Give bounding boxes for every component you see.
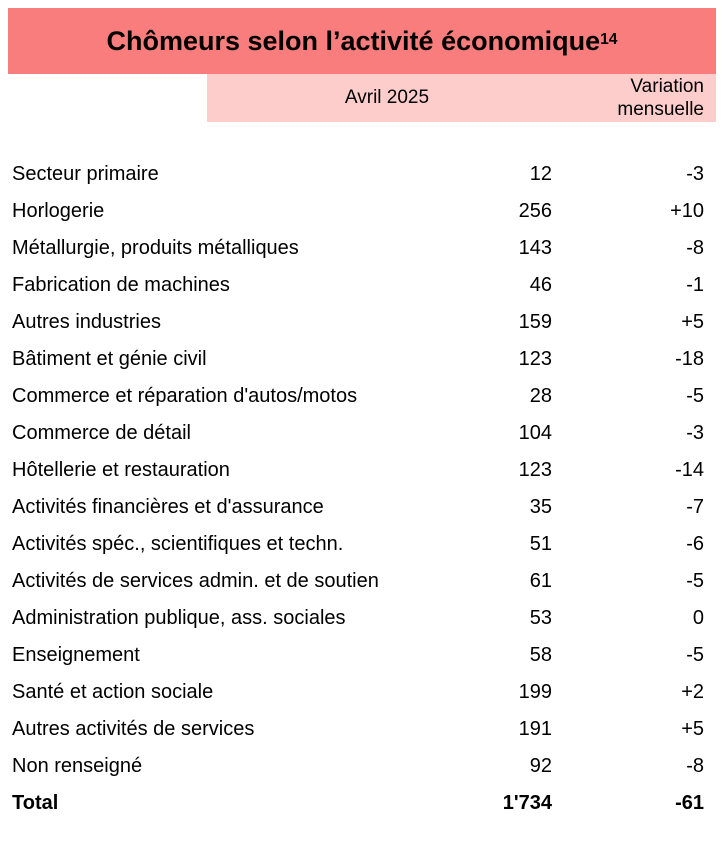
- april-value: 191: [518, 718, 552, 740]
- table-row: [8, 600, 716, 637]
- activity-label: Fabrication de machines: [12, 274, 230, 296]
- table-row: [8, 563, 716, 600]
- activity-label: Non renseigné: [12, 755, 143, 777]
- april-value: 104: [518, 422, 552, 444]
- variation-value: +5: [681, 311, 704, 333]
- april-value: 143: [518, 237, 552, 259]
- table-row: [8, 341, 716, 378]
- table-row: [8, 415, 716, 452]
- april-value: 58: [529, 644, 552, 666]
- table-row: [8, 193, 716, 230]
- table-row: [8, 674, 716, 711]
- activity-label: Activités financières et d'assurance: [12, 496, 324, 518]
- variation-value: -18: [675, 348, 704, 370]
- april-value: 61: [529, 570, 552, 592]
- variation-value: -8: [686, 755, 704, 777]
- column-header-variation-line1: Variation: [630, 76, 704, 97]
- activity-label: Autres activités de services: [12, 718, 255, 740]
- activity-label: Horlogerie: [12, 200, 105, 222]
- table-row: [8, 304, 716, 341]
- variation-value: +5: [681, 718, 704, 740]
- april-value: 28: [529, 385, 552, 407]
- activity-label: Métallurgie, produits métalliques: [12, 237, 299, 259]
- activity-label: Activités de services admin. et de soutien: [12, 570, 379, 592]
- total-label: Total: [12, 792, 59, 814]
- variation-value: -14: [675, 459, 704, 481]
- variation-value: -8: [686, 237, 704, 259]
- variation-value: -7: [686, 496, 704, 518]
- variation-value: -5: [686, 385, 704, 407]
- table-row: [8, 230, 716, 267]
- april-value: 46: [529, 274, 552, 296]
- variation-value: +2: [681, 681, 704, 703]
- total-variation-value: -61: [675, 792, 704, 814]
- variation-value: -5: [686, 644, 704, 666]
- april-value: 12: [529, 163, 552, 185]
- april-value: 53: [529, 607, 552, 629]
- variation-value: +10: [670, 200, 704, 222]
- variation-value: -5: [686, 570, 704, 592]
- april-value: 256: [518, 200, 552, 222]
- variation-value: -3: [686, 422, 704, 444]
- variation-value: -6: [686, 533, 704, 555]
- activity-label: Commerce et réparation d'autos/motos: [12, 385, 358, 407]
- table-row: [8, 378, 716, 415]
- page-title: Chômeurs selon l’activité économique $^{14}$: [8, 8, 716, 74]
- activity-label: Secteur primaire: [12, 163, 159, 185]
- column-header-variation-line2: mensuelle: [617, 99, 704, 120]
- variation-value: -3: [686, 163, 704, 185]
- table-row: [8, 526, 716, 563]
- table-body: [8, 156, 716, 822]
- activity-label: Enseignement: [12, 644, 140, 666]
- table-row-total: [8, 785, 716, 822]
- variation-value: 0: [692, 607, 704, 629]
- april-value: 51: [529, 533, 552, 555]
- activity-label: Santé et action sociale: [12, 681, 214, 703]
- april-value: 123: [518, 459, 552, 481]
- activity-label: Bâtiment et génie civil: [12, 348, 207, 370]
- column-header-variation: [617, 74, 704, 122]
- table-row: [8, 748, 716, 785]
- april-value: 159: [518, 311, 552, 333]
- table-row: [8, 452, 716, 489]
- variation-value: -1: [686, 274, 704, 296]
- activity-label: Administration publique, ass. sociales: [12, 607, 346, 629]
- activity-label: Commerce de détail: [12, 422, 191, 444]
- activity-label: Activités spéc., scientifiques et techn.: [12, 533, 344, 555]
- table-row: [8, 637, 716, 674]
- table-row: [8, 267, 716, 304]
- table-row: [8, 156, 716, 193]
- total-april-value: 1'734: [502, 792, 552, 814]
- april-value: 199: [518, 681, 552, 703]
- table-row: [8, 489, 716, 526]
- activity-label: Autres industries: [12, 311, 161, 333]
- april-value: 123: [518, 348, 552, 370]
- table-row: [8, 711, 716, 748]
- column-header-april: Avril 2025: [344, 87, 430, 108]
- page-title-text: Chômeurs selon l’activité économique: [106, 25, 601, 56]
- activity-label: Hôtellerie et restauration: [12, 459, 230, 481]
- april-value: 35: [529, 496, 552, 518]
- april-value: 92: [529, 755, 552, 777]
